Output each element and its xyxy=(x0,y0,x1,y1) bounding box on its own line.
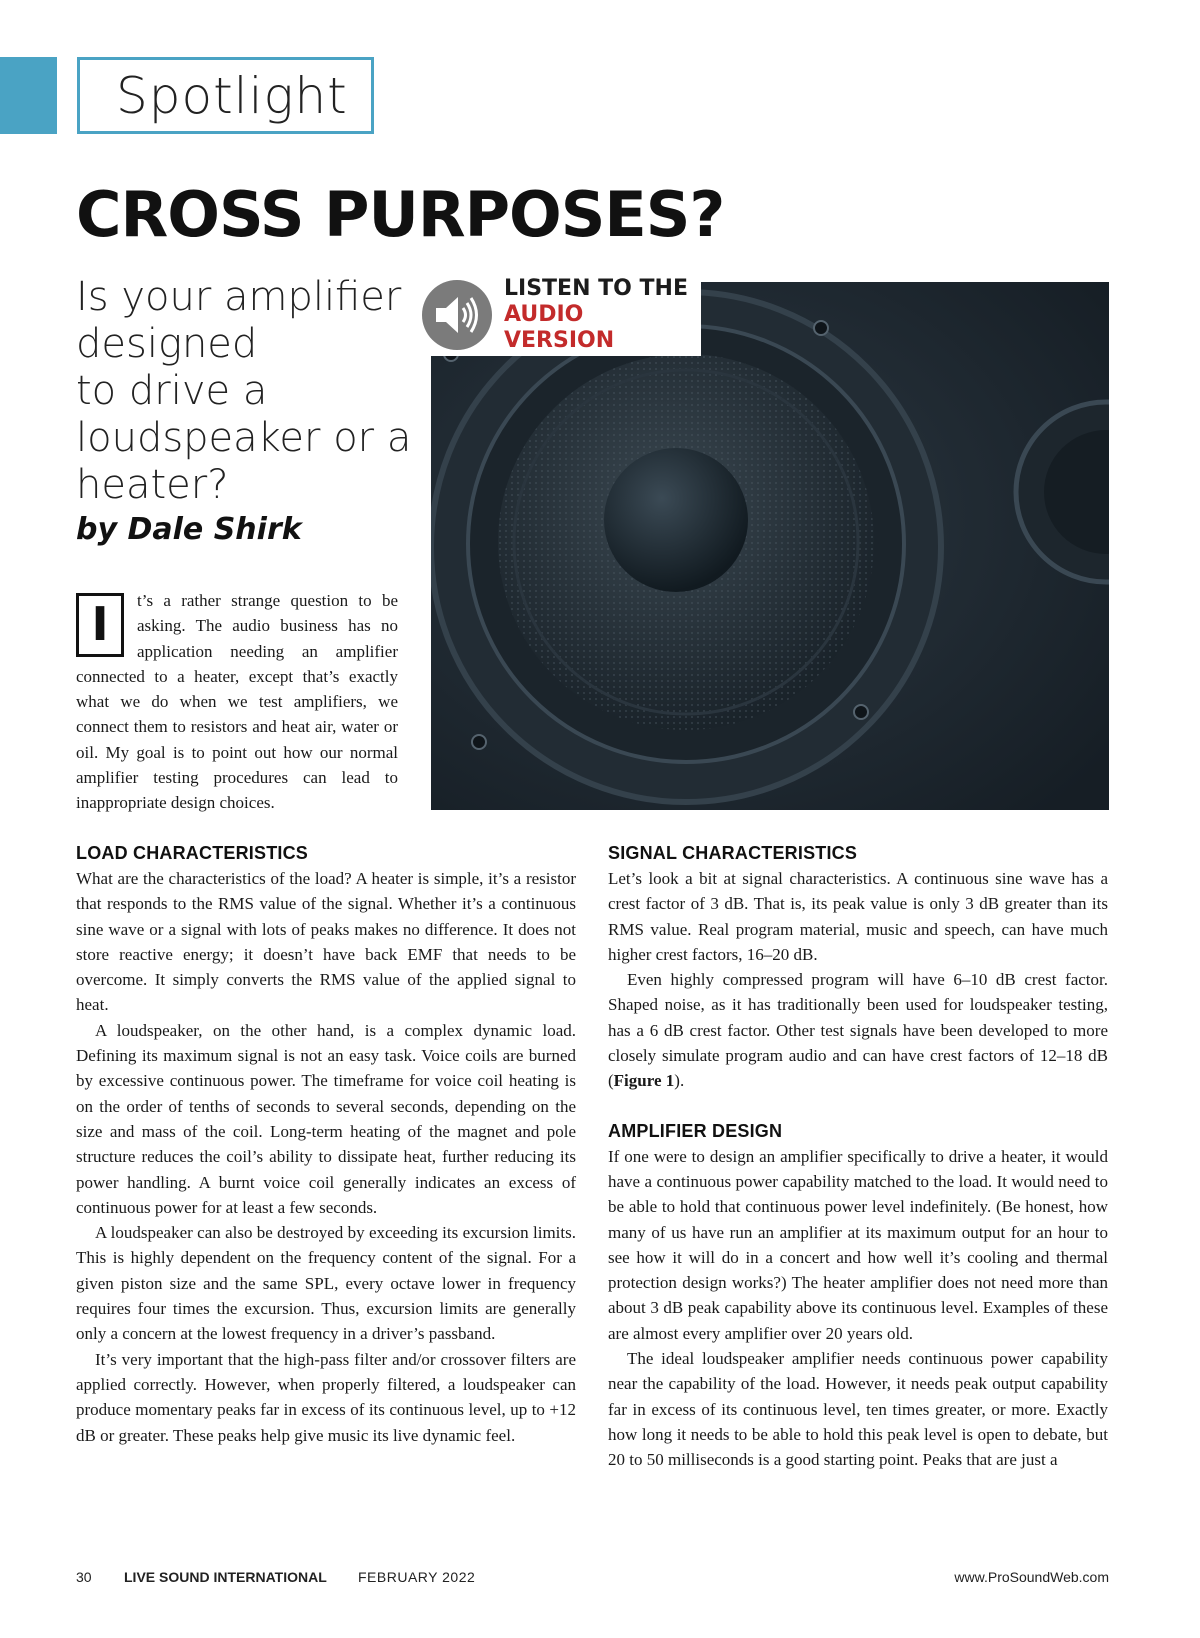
website-link[interactable]: www.ProSoundWeb.com xyxy=(954,1569,1109,1585)
article-headline: CROSS PURPOSES? xyxy=(76,178,725,251)
section-label-box xyxy=(77,57,374,134)
section-heading-amplifier: AMPLIFIER DESIGN xyxy=(608,1120,783,1141)
speaker-sound-icon xyxy=(422,280,492,350)
body-paragraph: The ideal loudspeaker amplifier needs continuous power capability near the capability of the load. However, it needs peak output capability far in excess of its continuous level, ten times greater, or more. Exactly how long it needs to be able to hold this peak level is open to debate, but 20 to 50 milliseconds is a good starting point. Peaks that are just a xyxy=(608,1349,1108,1470)
body-paragraph: A loudspeaker, on the other hand, is a complex dynamic load. Defining its maximum signal is not an easy task. Voice coils are burned by excessive continuous power. The timeframe for voice coil heating is on the order of tenths of seconds to several seconds, depending on the size and mass of the coil. Long-term heating of the magnet and pole structure reduces the coil’s ability to dissipate heat, further reducing its power handling. A burnt voice coil generally indicates an excess of continuous power for at least a few seconds. xyxy=(76,1020,576,1217)
section-label: Spotlight xyxy=(116,66,348,125)
deck-line: loudspeaker or a xyxy=(76,415,412,461)
body-text: ). xyxy=(674,1071,685,1091)
drop-cap: I xyxy=(76,593,124,657)
figure-reference: Figure 1 xyxy=(613,1071,675,1091)
body-text: Even highly compressed program will have 6–10 dB crest factor. Shaped noise, as it has traditionally been used for loudspeaker testing, has a 6 dB crest factor. Other test signals have been developed to more closely simulate program audio and can have crest factors of 12–18 dB ( xyxy=(608,970,1108,1091)
body-paragraph: A loudspeaker can also be destroyed by exceeding its excursion limits. This is highly dependent on the frequency content of the signal. For a given piston size and the same SPL, every octave lower in frequency requires four times the excursion. Thus, excursion limits are generally only a concern at the lowest frequency in a driver’s passband. xyxy=(76,1223,576,1344)
issue-date: FEBRUARY 2022 xyxy=(358,1569,476,1585)
loudspeaker-photo xyxy=(431,282,1109,810)
deck-line: Is your amplifier xyxy=(76,274,402,320)
body-paragraph xyxy=(608,967,1108,1093)
listen-audio-button[interactable] xyxy=(414,274,701,356)
body-paragraph: If one were to design an amplifier specifically to drive a heater, it would have a continuous power capability matched to the load. It would need to be able to hold that continuous power level indefinitely. (Be honest, how many of us have run an amplifier at its maximum output for an hour to see how it will do in a concert and how well it’s cooling and thermal protection design works?) The heater amplifier does not need more than about 3 dB peak capability above its continuous level. Examples of these are almost every amplifier over 20 years old. xyxy=(608,1146,1108,1343)
body-paragraph: What are the characteristics of the load? A heater is simple, it’s a resistor that responds to the RMS value of the signal. Whether it’s a continuous sine wave or a signal with lots of peaks makes no difference. It does not store reactive energy; it doesn’t have back EMF that needs to be overcome. It simply converts the RMS value of the applied signal to heat. xyxy=(76,869,576,1015)
deck-line: to drive a xyxy=(76,368,268,414)
body-paragraph: Let’s look a bit at signal characteristics. A continuous sine wave has a crest factor of 3 dB. That is, its peak value is only 3 dB greater than its RMS value. Real program material, music and speech, can have much higher crest factors, 16–20 dB. xyxy=(608,869,1108,964)
audio-badge-text xyxy=(504,276,701,354)
section-heading-load: LOAD CHARACTERISTICS xyxy=(76,843,308,863)
page-footer xyxy=(76,1569,1109,1589)
publication-name: LIVE SOUND INTERNATIONAL xyxy=(124,1569,327,1585)
audio-badge-line1: LISTEN TO THE xyxy=(504,276,688,301)
right-column xyxy=(608,841,1108,1473)
page-number: 30 xyxy=(76,1569,92,1585)
article-byline: by Dale Shirk xyxy=(76,512,302,547)
section-accent-bar xyxy=(0,57,57,134)
article-deck xyxy=(76,274,416,509)
section-heading-signal: SIGNAL CHARACTERISTICS xyxy=(608,843,858,863)
intro-paragraph xyxy=(76,588,398,816)
deck-line: heater? xyxy=(76,462,229,508)
audio-badge-line2: AUDIO VERSION xyxy=(504,302,615,353)
intro-text: t’s a rather strange question to be asking. The audio business has no application needing an amplifier connected to a heater, except that’s exactly what we do when we test amplifiers, we connect them to resistors and heat air, water or oil. My goal is to point out how our normal amplifier testing procedures can lead to inappropriate design choices. xyxy=(76,591,398,813)
deck-line: designed xyxy=(76,321,258,367)
body-paragraph: It’s very important that the high-pass filter and/or crossover filters are applied correctly. However, when properly filtered, a loudspeaker can produce momentary peaks far in excess of its continuous level, up to +12 dB or greater. These peaks help give music its live dynamic feel. xyxy=(76,1349,576,1445)
left-column xyxy=(76,841,576,1448)
